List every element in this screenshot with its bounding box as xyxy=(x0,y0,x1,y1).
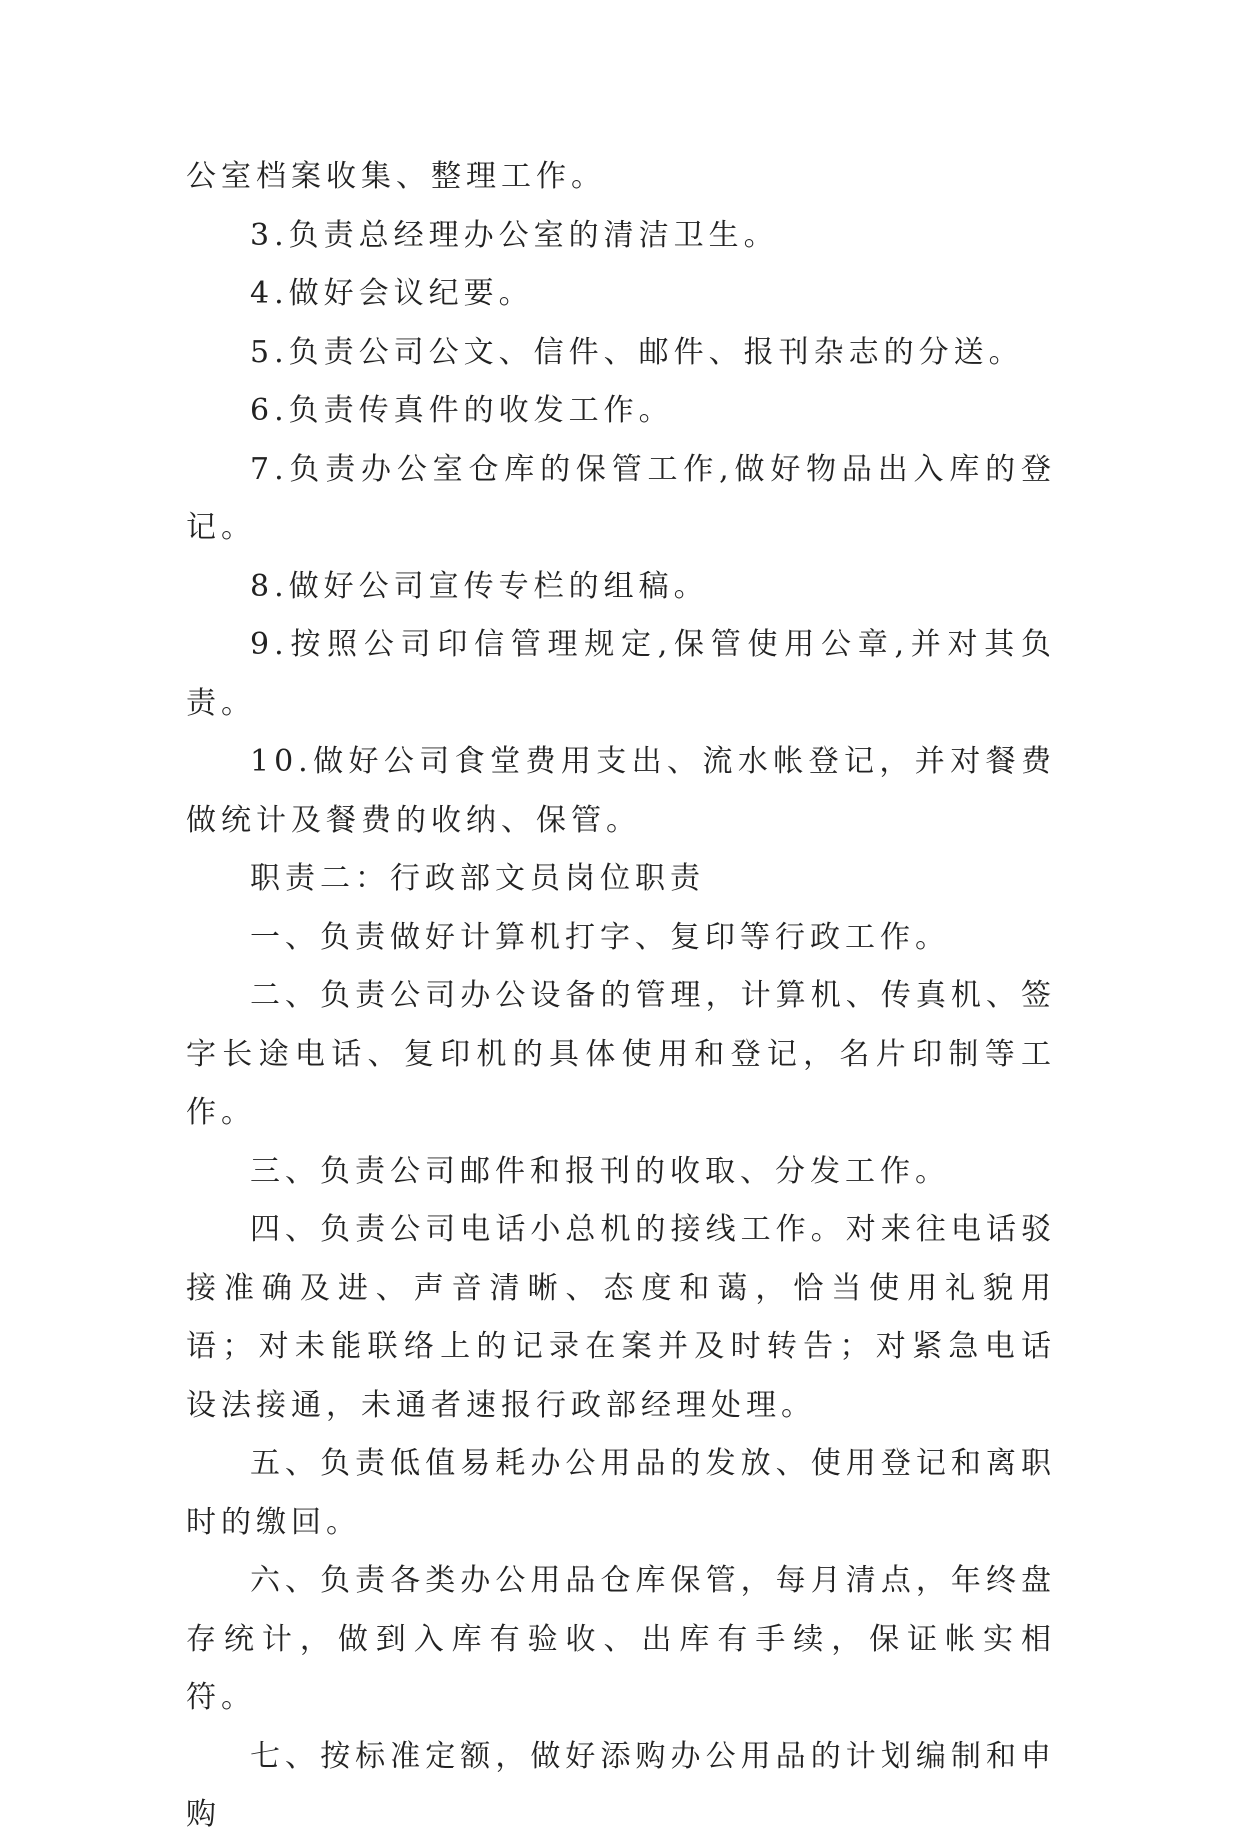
paragraph: 三、负责公司邮件和报刊的收取、分发工作。 xyxy=(250,1153,950,1189)
document-body xyxy=(186,148,1056,1845)
paragraph: 9.按照公司印信管理规定,保管使用公章,并对其负责。 xyxy=(186,627,1056,721)
paragraph: 五、负责低值易耗办公用品的发放、使用登记和离职时的缴回。 xyxy=(186,1446,1056,1540)
paragraph: 6.负责传真件的收发工作。 xyxy=(250,393,674,428)
paragraph: 二、负责公司办公设备的管理，计算机、传真机、签字长途电话、复印机的具体使用和登记，名片印制等工作。 xyxy=(186,978,1056,1130)
paragraph: 六、负责各类办公用品仓库保管，每月清点，年终盘存统计，做到入库有验收、出库有手续，保证帐实相符。 xyxy=(186,1563,1056,1715)
paragraph: 8.做好公司宣传专栏的组稿。 xyxy=(250,568,709,604)
paragraph: 四、负责公司电话小总机的接线工作。对来往电话驳接准确及进、声音清晰、态度和蔼，恰当使用礼貌用语；对未能联络上的记录在案并及时转告；对紧急电话设法接通，未通者速报行政部经理处理。 xyxy=(186,1212,1056,1423)
paragraph: 7.负责办公室仓库的保管工作,做好物品出入库的登记。 xyxy=(186,451,1056,545)
paragraph: 3.负责总经理办公室的清洁卫生。 xyxy=(250,217,779,253)
paragraph: 七、按标准定额，做好添购办公用品的计划编制和申购 xyxy=(186,1738,1056,1832)
paragraph: 5.负责公司公文、信件、邮件、报刊杂志的分送。 xyxy=(250,334,1024,370)
paragraph: 一、负责做好计算机打字、复印等行政工作。 xyxy=(250,919,950,955)
paragraph: 10.做好公司食堂费用支出、流水帐登记，并对餐费做统计及餐费的收纳、保管。 xyxy=(186,744,1056,838)
section-heading: 职责二：行政部文员岗位职责 xyxy=(250,861,705,896)
paragraph: 公室档案收集、整理工作。 xyxy=(186,159,606,194)
paragraph: 4.做好会议纪要。 xyxy=(250,276,534,311)
